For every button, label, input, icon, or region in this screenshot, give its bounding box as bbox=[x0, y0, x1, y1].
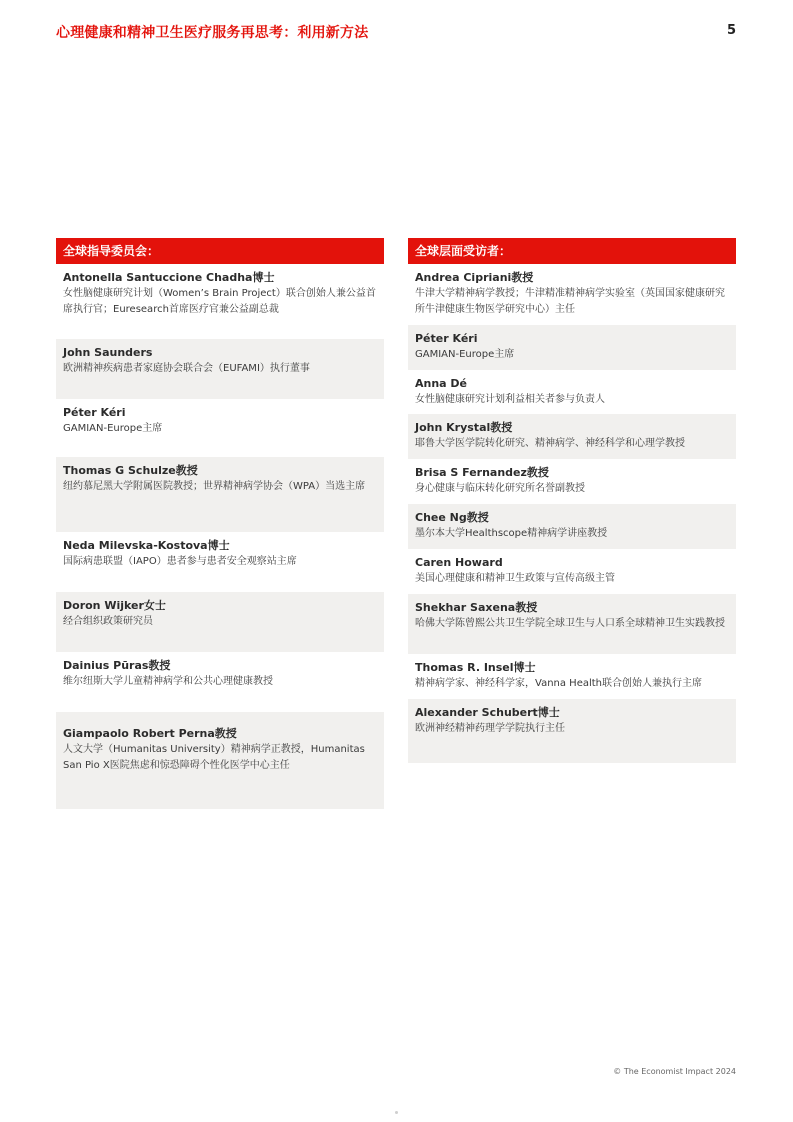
member-role: 女性脑健康研究计划（Women’s Brain Project）联合创始人兼公益首席执行官；Euresearch首席医疗官兼公益副总裁 bbox=[63, 288, 376, 315]
interviewee-name: Andrea Cipriani教授 bbox=[415, 271, 534, 284]
interviewee-role: GAMIAN-Europe主席 bbox=[415, 349, 515, 360]
interviewee-name: Brisa S Fernandez教授 bbox=[415, 466, 549, 479]
list-item bbox=[408, 654, 736, 699]
interviewee-role: 女性脑健康研究计划利益相关者参与负责人 bbox=[415, 394, 605, 405]
list-item bbox=[56, 399, 384, 457]
interviewee-name: Alexander Schubert博士 bbox=[415, 706, 560, 719]
steering-committee-header: 全球指导委员会： bbox=[56, 238, 384, 264]
interviewee-role: 墨尔本大学Healthscope精神病学讲座教授 bbox=[415, 528, 608, 539]
member-name: Thomas G Schulze教授 bbox=[63, 464, 198, 477]
list-item bbox=[408, 370, 736, 414]
interviewee-role: 精神病学家、神经科学家，Vanna Health联合创始人兼执行主席 bbox=[415, 678, 703, 689]
interviewee-name: Caren Howard bbox=[415, 556, 503, 569]
list-item bbox=[408, 414, 736, 459]
member-name: Antonella Santuccione Chadha博士 bbox=[63, 271, 275, 284]
member-role: 经合组织政策研究员 bbox=[63, 616, 153, 627]
interviewees-header: 全球层面受访者： bbox=[408, 238, 736, 264]
list-item bbox=[56, 457, 384, 532]
page-header-title: 心理健康和精神卫生医疗服务再思考：利用新方法 bbox=[56, 25, 369, 41]
list-item bbox=[408, 264, 736, 325]
interviewee-name: Thomas R. Insel博士 bbox=[415, 661, 536, 674]
list-item bbox=[408, 594, 736, 654]
member-name: Péter Kéri bbox=[63, 406, 126, 419]
interviewee-name: John Krystal教授 bbox=[415, 421, 513, 434]
steering-committee-panel bbox=[56, 238, 384, 809]
list-item bbox=[56, 532, 384, 592]
member-name: Giampaolo Robert Perna教授 bbox=[63, 727, 237, 740]
member-role: 欧洲精神疾病患者家庭协会联合会（EUFAMI）执行董事 bbox=[63, 363, 310, 374]
list-item bbox=[56, 592, 384, 652]
list-item bbox=[408, 549, 736, 594]
member-role: GAMIAN-Europe主席 bbox=[63, 423, 163, 434]
member-role: 纽约慕尼黑大学附属医院教授；世界精神病学协会（WPA）当选主席 bbox=[63, 481, 366, 492]
steering-committee-list bbox=[56, 264, 384, 809]
list-item bbox=[56, 264, 384, 339]
member-name: Doron Wijker女士 bbox=[63, 599, 166, 612]
page-indicator-dot bbox=[395, 1111, 398, 1114]
member-name: Dainius Pūras教授 bbox=[63, 659, 171, 672]
list-item bbox=[408, 504, 736, 549]
interviewee-role: 牛津大学精神病学教授；牛津精准精神病学实验室（英国国家健康研究所牛津健康生物医学研究中心）主任 bbox=[415, 288, 725, 315]
member-name: John Saunders bbox=[63, 346, 153, 359]
member-name: Neda Milevska-Kostova博士 bbox=[63, 539, 230, 552]
page-number: 5 bbox=[726, 23, 736, 38]
interviewees-list bbox=[408, 264, 736, 763]
copyright-footer: © The Economist Impact 2024 bbox=[613, 1067, 736, 1076]
interviewee-role: 哈佛大学陈曾熙公共卫生学院全球卫生与人口系全球精神卫生实践教授 bbox=[415, 618, 725, 629]
interviewee-role: 美国心理健康和精神卫生政策与宣传高级主管 bbox=[415, 573, 615, 584]
list-item bbox=[408, 699, 736, 763]
list-item bbox=[56, 652, 384, 712]
interviewee-name: Chee Ng教授 bbox=[415, 511, 489, 524]
interviewees-panel bbox=[408, 238, 736, 763]
interviewee-name: Péter Kéri bbox=[415, 332, 478, 345]
list-item bbox=[408, 459, 736, 504]
list-item bbox=[56, 339, 384, 399]
interviewee-role: 身心健康与临床转化研究所名誉副教授 bbox=[415, 483, 585, 494]
member-role: 国际病患联盟（IAPO）患者参与患者安全观察站主席 bbox=[63, 556, 297, 567]
interviewee-role: 欧洲神经精神药理学学院执行主任 bbox=[415, 723, 565, 734]
member-role: 人文大学（Humanitas University）精神病学正教授，Humanitas San Pio X医院焦虑和惊恐障碍个性化医学中心主任 bbox=[63, 744, 365, 771]
interviewee-name: Shekhar Saxena教授 bbox=[415, 601, 538, 614]
list-item bbox=[408, 325, 736, 370]
list-item bbox=[56, 712, 384, 809]
member-role: 维尔纽斯大学儿童精神病学和公共心理健康教授 bbox=[63, 676, 273, 687]
interviewee-role: 耶鲁大学医学院转化研究、精神病学、神经科学和心理学教授 bbox=[415, 438, 685, 449]
interviewee-name: Anna Dé bbox=[415, 377, 468, 390]
